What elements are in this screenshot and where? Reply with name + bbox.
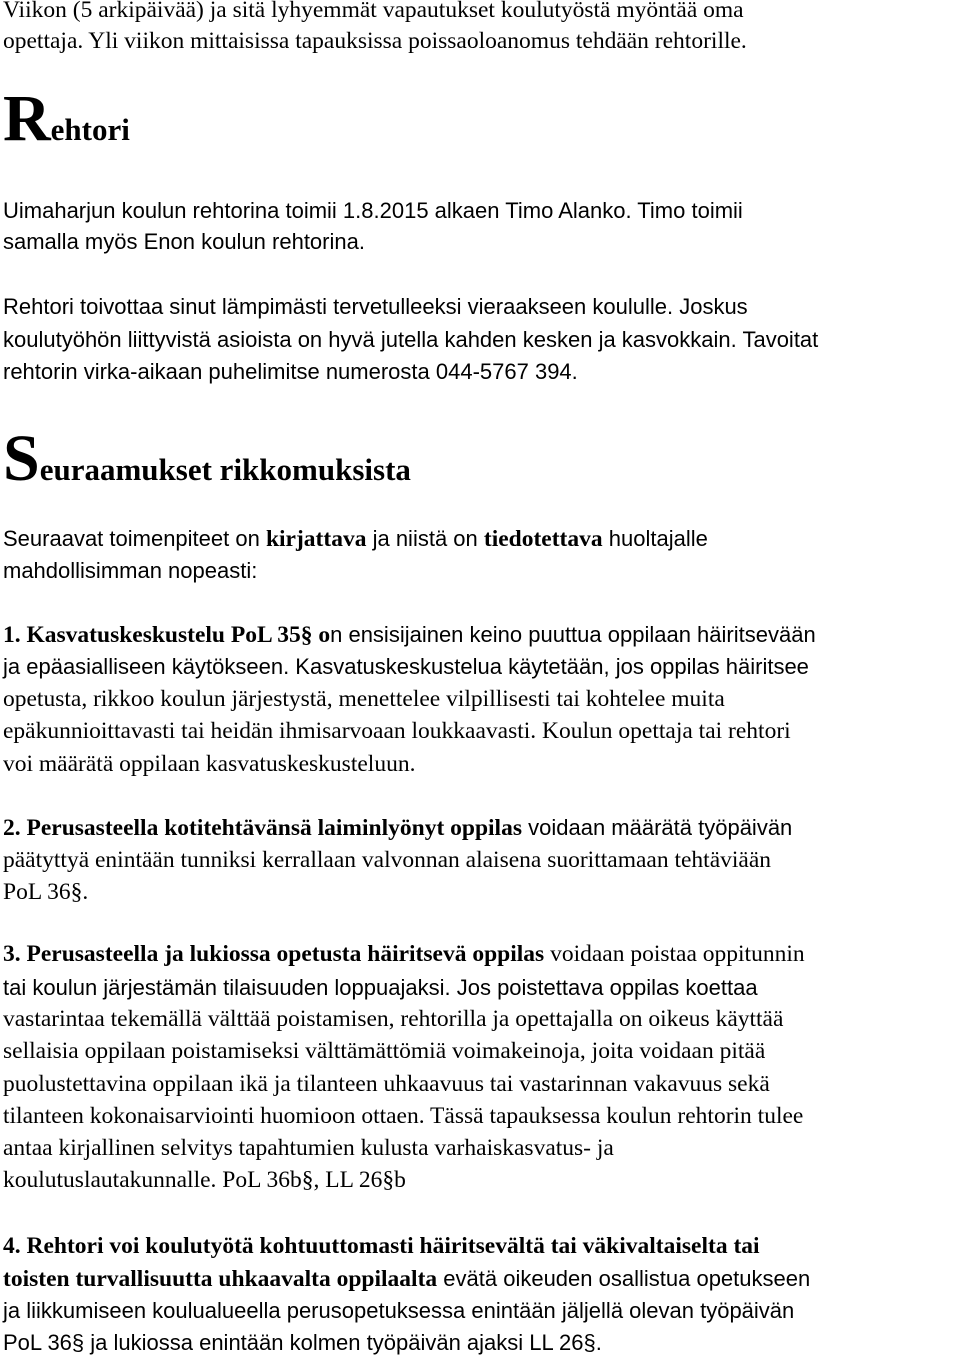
item2-line-1 <box>3 813 792 843</box>
item2-bold-title: 2. Perusasteella kotitehtävänsä laiminlyönyt oppilas <box>3 815 522 841</box>
item1-line-1 <box>3 620 816 650</box>
item4-line-1 <box>3 1232 760 1261</box>
item1-line-2: ja epäasialliseen käytökseen. Kasvatuskeskustelua käytetään, jos oppilas häiritsee <box>3 654 809 679</box>
seuraamukset-intro-text-c: ja niistä on <box>366 526 484 551</box>
item3-line-3: vastarintaa tekemällä välttää poistamisen, rehtorilla ja opettajalla on oikeus käyttää <box>3 1006 784 1032</box>
item4-bold-title-2: toisten turvallisuutta uhkaavalta oppilaalta <box>3 1266 438 1292</box>
item1-bold-title: 1. Kasvatuskeskustelu PoL 35§ o <box>3 622 331 648</box>
item3-line-2: tai koulun järjestämän tilaisuuden loppuajaksi. Jos poistettava oppilas koettaa <box>3 975 758 1000</box>
seuraamukset-intro-line-2: mahdollisimman nopeasti: <box>3 558 258 583</box>
item3-rest-text: voidaan poistaa oppitunnin <box>544 941 805 967</box>
item3-line-4: sellaisia oppilaan poistamiseksi välttämättömiä voimakeinoja, joita voidaan pitää <box>3 1038 766 1064</box>
item3-line-5: puolustettavina oppilaan ikä ja tilanteen uhkaavuus tai vastarinnan vakavuus sekä <box>3 1071 770 1097</box>
item3-line-8: koulutuslautakunnalle. PoL 36b§, LL 26§b <box>3 1167 406 1193</box>
seuraamukset-intro-line-1 <box>3 524 708 554</box>
item4-line-3: ja liikkumiseen koulualueella perusopetuksessa enintään jäljellä olevan työpäivän <box>3 1298 795 1323</box>
rehtori-p1-line-2: samalla myös Enon koulun rehtorina. <box>3 229 365 254</box>
item1-line-3: opetusta, rikkoo koulun järjestystä, menettelee vilpillisesti tai kohtelee muita <box>3 686 725 712</box>
seuraamukset-heading <box>3 422 411 495</box>
item4-line-4: PoL 36§ ja lukiossa enintään kolmen työpäivän ajaksi LL 26§. <box>3 1330 602 1355</box>
item3-bold-title: 3. Perusasteella ja lukiossa opetusta häiritsevä oppilas <box>3 941 545 967</box>
seuraamukset-intro-text-a: Seuraavat toimenpiteet on <box>3 526 266 551</box>
item1-line-5: voi määrätä oppilaan kasvatuskeskusteluun. <box>3 751 416 777</box>
intro-line-1: Viikon (5 arkipäivää) ja sitä lyhyemmät vapautukset koulutyöstä myöntää oma <box>3 0 744 23</box>
item3-line-1 <box>3 940 805 969</box>
intro-line-2: opettaja. Yli viikon mittaisissa tapauksissa poissaoloanomus tehdään rehtorille. <box>3 28 747 54</box>
rehtori-p2-line-2: koulutyöhön liittyvistä asioista on hyvä jutella kahden kesken ja kasvokkain. Tavoitat <box>3 327 819 352</box>
item3-line-6: tilanteen kokonaisarviointi huomioon ottaen. Tässä tapauksessa koulun rehtorin tulee <box>3 1103 804 1129</box>
item4-line-2 <box>3 1264 810 1294</box>
item3-line-7: antaa kirjallinen selvitys tapahtumien kulusta varhaiskasvatus- ja <box>3 1135 614 1161</box>
item2-line-3: PoL 36§. <box>3 879 89 905</box>
item4-rest-text: evätä oikeuden osallistua opetukseen <box>437 1266 811 1291</box>
rehtori-p2-line-1 <box>3 292 748 321</box>
rehtori-heading-initial: R <box>3 82 51 155</box>
rehtori-heading <box>3 82 130 155</box>
seuraamukset-heading-initial: S <box>3 422 40 495</box>
seuraamukset-heading-rest: euraamukset rikkomuksista <box>39 452 411 487</box>
rehtori-heading-rest: ehtori <box>50 112 130 147</box>
rehtori-p1-line-1: Uimaharjun koulun rehtorina toimii 1.8.2015 alkaen Timo Alanko. Timo toimii <box>3 198 743 223</box>
rehtori-p2-line-1-text: Rehtori toivottaa sinut lämpimästi tervetulleeksi vieraakseen koululle. Joskus <box>3 294 748 319</box>
seuraamukset-intro-text-e: huoltajalle <box>602 526 708 551</box>
item2-rest-text: voidaan määrätä työpäivän <box>522 815 793 840</box>
seuraamukset-intro-tiedotettava: tiedotettava <box>483 526 603 552</box>
seuraamukset-intro-kirjattava: kirjattava <box>265 526 367 552</box>
item1-line-4: epäkunnioittavasti tai heidän ihmisarvoaan loukkaavasti. Koulun opettaja tai rehtori <box>3 718 791 744</box>
item2-line-2: päätyttyä enintään tunniksi kerrallaan valvonnan alaisena suorittamaan tehtäviään <box>3 847 772 873</box>
item1-rest-text: n ensisijainen keino puuttua oppilaan häiritsevään <box>330 622 816 647</box>
item4-bold-title-1: 4. Rehtori voi koulutyötä kohtuuttomasti häiritsevältä tai väkivaltaiselta tai <box>3 1233 760 1259</box>
rehtori-p2-line-3: rehtorin virka-aikaan puhelimitse numerosta 044-5767 394. <box>3 359 578 384</box>
